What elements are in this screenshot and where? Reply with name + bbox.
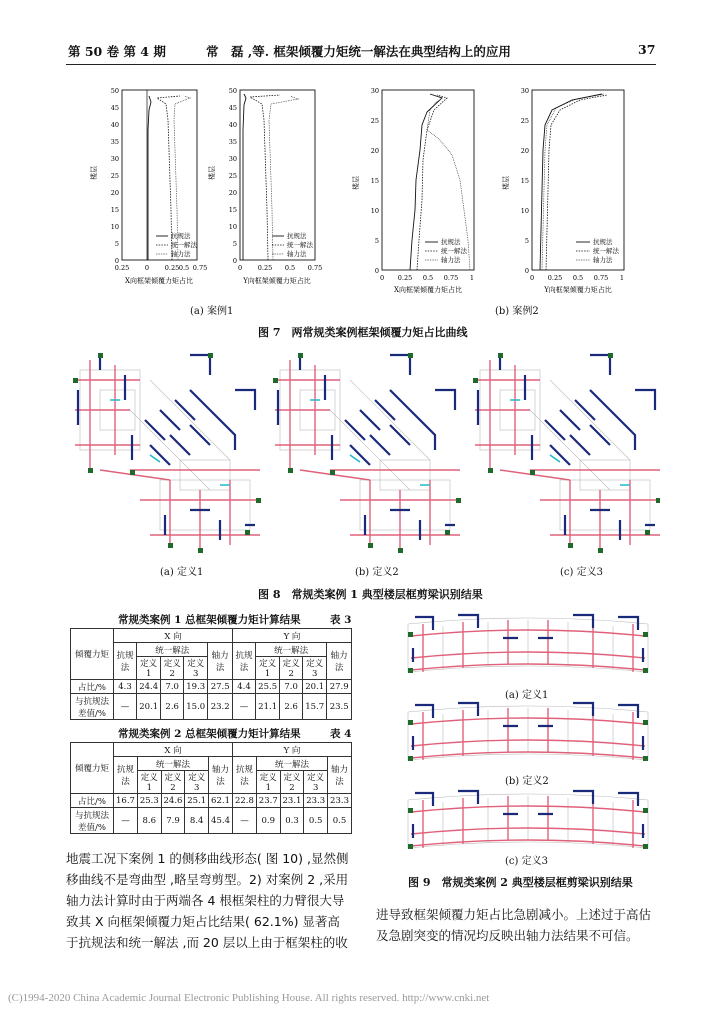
body-text-right: [376, 904, 666, 946]
fig8-subcaption-b: (b) 定义2: [355, 567, 399, 578]
running-title: 常 磊 ,等. 框架倾覆力矩统一解法在典型结构上的应用: [206, 44, 511, 59]
fig7-plot-2: [207, 87, 322, 285]
ytick: 35: [110, 138, 119, 146]
figure-9-floorplans: [398, 612, 660, 862]
table-cell: 23.5: [327, 694, 352, 720]
fig9-subcaption-a: (a) 定义1: [505, 690, 549, 701]
ytick: 5: [374, 237, 379, 245]
ytick: 20: [228, 189, 237, 197]
ylabel: 楼层: [208, 166, 216, 180]
series-tongyi: [250, 95, 280, 260]
table-cell: 2.6: [280, 694, 303, 720]
text-line: 地震工况下案例 1 的侧移曲线形态( 图 10) ,显然侧: [66, 851, 349, 866]
fig7-caption: 图 7 两常规类案例框架倾覆力矩占比曲线: [258, 326, 468, 339]
xtick: 0.75: [307, 264, 323, 272]
table-row-label: 占比/%: [71, 794, 114, 808]
ylabel: 楼层: [502, 176, 510, 190]
legend-entry: 抗规法: [593, 238, 613, 246]
series-kangui: [148, 96, 151, 260]
table-cell: 8.4: [185, 808, 209, 834]
series-kangui: [410, 94, 442, 270]
legend-entry: 轴力法: [171, 250, 191, 258]
ytick: 5: [114, 240, 119, 248]
fig9-plan-c: [408, 791, 648, 849]
table-cell: 7.9: [161, 808, 185, 834]
xtick: 0.5: [178, 264, 190, 272]
table-cell: 24.6: [161, 794, 185, 808]
table-cell: 0.5: [304, 808, 328, 834]
table-head-cell: 抗规法: [114, 757, 138, 794]
xtick: 0.75: [443, 274, 459, 282]
legend-entry: 轴力法: [441, 256, 461, 264]
fig7-subcaption-b: (b) 案例2: [495, 306, 539, 317]
fig9-subcaption-c: (c) 定义3: [505, 856, 548, 867]
table-head-cell: 轴力法: [327, 643, 352, 680]
table-cell: 24.4: [137, 680, 161, 694]
fig7-plot-1: [89, 87, 207, 285]
fig9-plan-b: [408, 703, 648, 761]
xlabel: Y向框架倾覆力矩占比: [544, 286, 612, 294]
table-cell: —: [114, 694, 137, 720]
legend-entry: 统一解法: [593, 247, 619, 255]
text-line: 移曲线不是弯曲型 ,略呈弯剪型。2) 对案例 2 ,采用: [66, 872, 349, 887]
text-line: 于抗规法和统一解法 ,而 20 层以上由于框架柱的收: [66, 935, 348, 950]
table3-label: 表 3: [330, 614, 352, 626]
table-cell: 2.6: [161, 694, 184, 720]
ytick: 5: [232, 240, 237, 248]
ytick: 30: [228, 155, 237, 163]
xtick: 0.25: [164, 264, 180, 272]
table-cell: 15.7: [303, 694, 327, 720]
legend-entry: 抗规法: [287, 232, 307, 240]
ytick: 10: [370, 207, 379, 215]
table-head-cell: 统一解法: [137, 643, 208, 657]
table-head-cell: 定义 2: [280, 657, 303, 680]
table-cell: 62.1: [209, 794, 233, 808]
table-head-cell: 抗规法: [232, 643, 255, 680]
ytick: 15: [370, 177, 379, 185]
table-cell: 22.8: [232, 794, 256, 808]
table-head-cell: Y 向: [232, 629, 351, 643]
ytick: 15: [110, 206, 119, 214]
table-row-label: 与抗规法差值/%: [71, 808, 114, 834]
table-head-cell: 定义 3: [303, 657, 327, 680]
ytick: 0: [114, 257, 119, 265]
xlabel: X向框架倾覆力矩占比: [394, 286, 462, 294]
body-text-left: [66, 848, 366, 953]
ytick: 5: [524, 237, 529, 245]
ytick: 10: [110, 223, 119, 231]
table-cell: 27.9: [327, 680, 352, 694]
xtick: 0.25: [547, 274, 563, 282]
xlabel: X向框架倾覆力矩占比: [125, 277, 193, 285]
table-head-cell: Y 向: [232, 743, 351, 757]
ylabel: 楼层: [90, 166, 98, 180]
text-line: 致其 X 向框架倾覆力矩占比结果( 62.1%) 显著高: [66, 914, 340, 929]
ylabel: 楼层: [352, 176, 360, 190]
xtick: 0.25: [397, 274, 413, 282]
xtick: 0: [379, 274, 385, 282]
table-head-cell: 轴力法: [208, 643, 233, 680]
table3-title: 常规类案例 1 总框架倾覆力矩计算结果: [118, 614, 301, 626]
table-cell: 4.3: [114, 680, 137, 694]
ytick: 30: [520, 87, 529, 95]
table-3: [70, 628, 352, 720]
legend-entry: 抗规法: [171, 232, 191, 240]
ytick: 15: [520, 177, 529, 185]
journal-volume: 第 50 卷 第 4 期: [68, 44, 166, 59]
fig8-caption: 图 8 常规类案例 1 典型楼层框剪梁识别结果: [258, 588, 483, 601]
fig8-plan-a: [73, 353, 261, 553]
ytick: 0: [374, 267, 379, 275]
table-4: [70, 742, 352, 834]
ytick: 35: [228, 138, 237, 146]
xtick: 1: [619, 274, 625, 282]
ytick: 40: [110, 121, 119, 129]
table-cell: 23.3: [304, 794, 328, 808]
table-head-cell: X 向: [114, 743, 233, 757]
figure-8-floorplans: [70, 345, 660, 560]
fig8-subcaption-a: (a) 定义1: [160, 567, 204, 578]
table-head-cell: 定义 2: [161, 657, 184, 680]
table-head-cell: 轴力法: [328, 757, 352, 794]
table-head-cell: 定义 1: [255, 657, 279, 680]
table-head-cell: 轴力法: [209, 757, 233, 794]
table-head-cell: 定义 3: [304, 771, 328, 794]
text-line: 进导致框架倾覆力矩占比急剧减小。上述过于高估: [376, 907, 652, 922]
ytick: 30: [110, 155, 119, 163]
ytick: 20: [110, 189, 119, 197]
table-head-cell: 定义 2: [280, 771, 304, 794]
legend-entry: 轴力法: [287, 250, 307, 258]
ytick: 20: [370, 147, 379, 155]
ytick: 10: [520, 207, 529, 215]
page-number: 37: [638, 42, 656, 57]
table-cell: 0.9: [256, 808, 280, 834]
legend-entry: 抗规法: [441, 238, 461, 246]
table-cell: 8.6: [137, 808, 161, 834]
xtick: 0.5: [572, 274, 584, 282]
table4-title: 常规类案例 2 总框架倾覆力矩计算结果: [118, 728, 301, 740]
fig9-caption: 图 9 常规类案例 2 典型楼层框剪梁识别结果: [408, 876, 633, 889]
ytick: 20: [520, 147, 529, 155]
table-head-cell: 倾覆力矩: [71, 743, 114, 794]
table-cell: 20.1: [303, 680, 327, 694]
xtick: 0: [237, 264, 243, 272]
table-head-cell: 统一解法: [137, 757, 208, 771]
table-head-cell: 抗规法: [114, 643, 137, 680]
table-head-cell: 定义 3: [184, 657, 208, 680]
table-cell: 23.3: [328, 794, 352, 808]
table-cell: 0.3: [280, 808, 304, 834]
copyright-footer: (C)1994-2020 China Academic Journal Electronic Publishing House. All rights reserved. http://www.cnki.net: [8, 992, 490, 1004]
table-cell: 25.1: [185, 794, 209, 808]
table-cell: 21.1: [255, 694, 279, 720]
table-cell: 7.0: [161, 680, 184, 694]
text-line: 及急剧突变的情况均反映出轴力法结果不可信。: [376, 928, 639, 943]
series-kangui: [243, 94, 246, 260]
table-head-cell: 倾覆力矩: [71, 629, 114, 680]
fig9-subcaption-b: (b) 定义2: [505, 776, 549, 787]
table-cell: 25.3: [137, 794, 161, 808]
fig7-subcaption-a: (a) 案例1: [190, 306, 234, 317]
table-cell: —: [232, 694, 255, 720]
table-cell: 16.7: [114, 794, 138, 808]
legend-entry: 统一解法: [287, 241, 313, 249]
table-row-label: 占比/%: [71, 680, 114, 694]
ytick: 45: [110, 104, 119, 112]
ytick: 15: [228, 206, 237, 214]
table-cell: 7.0: [280, 680, 303, 694]
table-cell: 4.4: [232, 680, 255, 694]
fig8-plan-b: [273, 353, 461, 553]
table-head-cell: 统一解法: [256, 757, 327, 771]
table-head-cell: 定义 1: [137, 657, 161, 680]
ytick: 50: [228, 87, 237, 95]
table-cell: 23.2: [208, 694, 233, 720]
table-head-cell: 定义 2: [161, 771, 185, 794]
xtick: 0: [529, 274, 535, 282]
table-row-label: 与抗规法差值/%: [71, 694, 114, 720]
xtick: 0.25: [114, 264, 130, 272]
ytick: 10: [228, 223, 237, 231]
fig8-plan-c: [473, 353, 660, 553]
table4-label: 表 4: [330, 728, 352, 740]
ytick: 30: [370, 87, 379, 95]
ytick: 25: [520, 117, 529, 125]
table-cell: 25.5: [255, 680, 279, 694]
table-head-cell: 抗规法: [232, 757, 256, 794]
table-cell: 45.4: [209, 808, 233, 834]
xtick: 0.25: [257, 264, 273, 272]
xtick: 0: [144, 264, 150, 272]
xtick: 0.75: [192, 264, 208, 272]
legend-entry: 轴力法: [593, 256, 613, 264]
xlabel: Y向框架倾覆力矩占比: [243, 277, 311, 285]
ytick: 45: [228, 104, 237, 112]
ytick: 25: [110, 172, 119, 180]
table-cell: —: [114, 808, 138, 834]
xtick: 0.5: [284, 264, 296, 272]
fig7-plot-3: [351, 87, 474, 294]
table-head-cell: 统一解法: [255, 643, 326, 657]
table-cell: 27.5: [208, 680, 233, 694]
xtick: 0.75: [593, 274, 609, 282]
table-cell: 23.7: [256, 794, 280, 808]
fig9-plan-a: [408, 615, 648, 673]
table-cell: 0.5: [328, 808, 352, 834]
legend-entry: 统一解法: [441, 247, 467, 255]
table-head-cell: 定义 3: [185, 771, 209, 794]
xtick: 1: [469, 274, 475, 282]
table-cell: 23.1: [280, 794, 304, 808]
table-cell: —: [232, 808, 256, 834]
table-head-cell: X 向: [114, 629, 233, 643]
table-cell: 15.0: [184, 694, 208, 720]
ytick: 50: [110, 87, 119, 95]
header-rule: [66, 64, 656, 65]
table-head-cell: 定义 1: [256, 771, 280, 794]
figure-7-plots: [70, 80, 660, 315]
ytick: 0: [232, 257, 237, 265]
fig7-plot-4: [501, 87, 624, 294]
xtick: 0.5: [422, 274, 434, 282]
ytick: 25: [228, 172, 237, 180]
table-head-cell: 定义 1: [137, 771, 161, 794]
table-cell: 20.1: [137, 694, 161, 720]
ytick: 0: [524, 267, 529, 275]
table-cell: 19.3: [184, 680, 208, 694]
text-line: 轴力法计算时由于两端各 4 根框架柱的力臂很大导: [66, 893, 345, 908]
legend-entry: 统一解法: [171, 241, 197, 249]
ytick: 40: [228, 121, 237, 129]
ytick: 25: [370, 117, 379, 125]
fig8-subcaption-c: (c) 定义3: [560, 567, 603, 578]
